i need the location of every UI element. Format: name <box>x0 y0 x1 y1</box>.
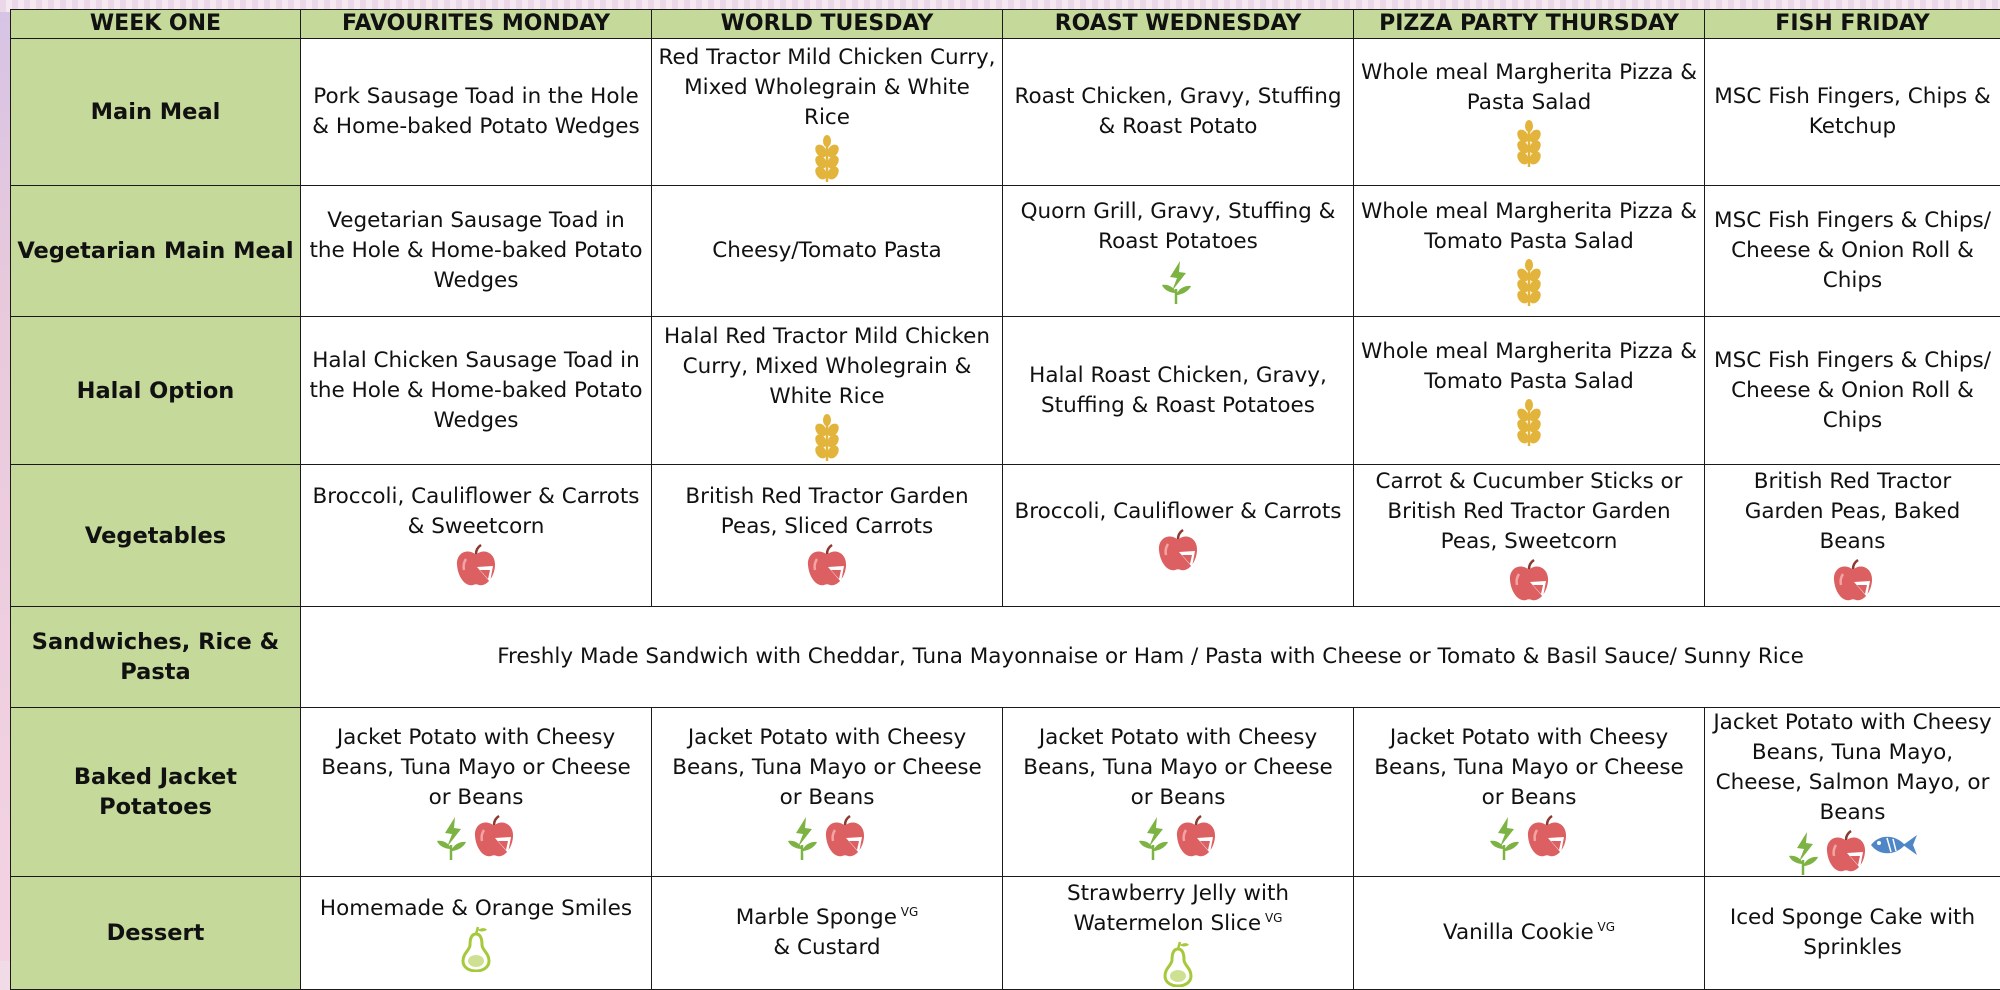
icon-group <box>1711 559 1994 605</box>
vegetables-row <box>11 465 2000 607</box>
icon-group <box>307 544 645 590</box>
plant-bolt-icon <box>435 825 471 850</box>
icon-group <box>307 815 645 861</box>
day-header-monday: FAVOURITES MONDAY <box>301 10 652 39</box>
icon-group <box>1360 559 1698 605</box>
icon-group <box>1360 259 1698 305</box>
menu-cell <box>301 708 652 877</box>
icon-group <box>658 815 996 861</box>
icon-group <box>1009 941 1347 987</box>
apple-icon <box>1173 825 1219 850</box>
dish-text: MSC Fish Fingers & Chips/ Cheese & Onion Roll & Chips <box>1714 348 1991 433</box>
menu-cell <box>1003 708 1354 877</box>
vegan-marker: VG <box>1261 911 1282 925</box>
fish-icon <box>1869 840 1919 865</box>
jacket-row <box>11 708 2000 877</box>
menu-cell <box>652 708 1003 877</box>
dish-text: Vanilla Cookie <box>1443 920 1594 945</box>
icon-group <box>307 926 645 972</box>
vegan-marker: VG <box>897 905 918 919</box>
menu-cell <box>301 186 652 317</box>
menu-cell <box>1003 186 1354 317</box>
icon-group <box>1360 120 1698 166</box>
day-header-friday: FISH FRIDAY <box>1705 10 2000 39</box>
dish-text: MSC Fish Fingers & Chips/ Cheese & Onion Roll & Chips <box>1714 208 1991 293</box>
dish-text: Red Tractor Mild Chicken Curry, Mixed Wholegrain & White Rice <box>658 45 995 130</box>
dish-text: Halal Chicken Sausage Toad in the Hole & Home-baked Potato Wedges <box>309 348 642 433</box>
day-header-thursday: PIZZA PARTY THURSDAY <box>1354 10 1705 39</box>
day-header-wednesday: ROAST WEDNESDAY <box>1003 10 1354 39</box>
menu-cell <box>301 877 652 990</box>
menu-cell <box>301 465 652 607</box>
row-label-halal: Halal Option <box>11 317 301 465</box>
dish-text: Jacket Potato with Cheesy Beans, Tuna Mayo or Cheese or Beans <box>321 725 631 810</box>
dish-text: Jacket Potato with Cheesy Beans, Tuna Mayo or Cheese or Beans <box>1374 725 1684 810</box>
icon-group <box>658 135 996 181</box>
plant-bolt-icon <box>786 825 822 850</box>
row-label-vegetables: Vegetables <box>11 465 301 607</box>
dish-text: Broccoli, Cauliflower & Carrots <box>1014 499 1341 524</box>
plant-bolt-icon <box>1160 269 1196 294</box>
wheat-icon <box>1514 409 1544 434</box>
row-label-sandwiches: Sandwiches, Rice & Pasta <box>11 607 301 708</box>
icon-group <box>1009 259 1347 305</box>
menu-cell <box>1705 708 2000 877</box>
menu-cell <box>1003 39 1354 186</box>
dish-text: Carrot & Cucumber Sticks or British Red Tractor Garden Peas, Sweetcorn <box>1376 469 1683 554</box>
dish-text: MSC Fish Fingers, Chips & Ketchup <box>1714 84 1991 139</box>
dish-text: Strawberry Jelly with Watermelon Slice <box>1067 881 1289 936</box>
menu-cell <box>652 39 1003 186</box>
apple-icon <box>1524 825 1570 850</box>
menu-cell <box>1354 708 1705 877</box>
menu-cell <box>1354 317 1705 465</box>
dish-text: Roast Chicken, Gravy, Stuffing & Roast Potato <box>1015 84 1342 139</box>
row-label-dessert: Dessert <box>11 877 301 990</box>
menu-cell <box>1003 877 1354 990</box>
apple-icon <box>471 825 517 850</box>
dish-text: Halal Red Tractor Mild Chicken Curry, Mixed Wholegrain & White Rice <box>664 324 990 409</box>
menu-cell <box>1003 317 1354 465</box>
menu-cell <box>1705 877 2000 990</box>
dish-text-extra: & Custard <box>773 935 880 960</box>
apple-icon <box>1823 840 1869 865</box>
icon-group <box>1360 399 1698 445</box>
vegan-marker: VG <box>1594 920 1615 934</box>
menu-cell <box>1705 186 2000 317</box>
apple-icon <box>1506 569 1552 594</box>
icon-group <box>1009 815 1347 861</box>
dish-text: Marble Sponge <box>736 905 897 930</box>
apple-icon <box>1830 569 1876 594</box>
sandwiches-cell: Freshly Made Sandwich with Cheddar, Tuna Mayonnaise or Ham / Pasta with Cheese or Tomato & Basil Sauce/ Sunny Rice <box>301 607 2000 708</box>
dish-text: Pork Sausage Toad in the Hole & Home-baked Potato Wedges <box>312 84 639 139</box>
row-label-jacket: Baked Jacket Potatoes <box>11 708 301 877</box>
wheat-icon <box>812 145 842 170</box>
pear-icon <box>459 936 493 961</box>
apple-icon <box>453 554 499 579</box>
vegetarian-row <box>11 186 2000 317</box>
icon-group <box>658 414 996 460</box>
dish-text: Homemade & Orange Smiles <box>320 896 632 921</box>
menu-cell <box>1354 465 1705 607</box>
menu-cell <box>301 39 652 186</box>
dish-text: Broccoli, Cauliflower & Carrots & Sweetcorn <box>312 484 639 539</box>
dish-text: Quorn Grill, Gravy, Stuffing & Roast Potatoes <box>1021 199 1336 254</box>
menu-cell <box>1354 39 1705 186</box>
dish-text: Jacket Potato with Cheesy Beans, Tuna Mayo or Cheese or Beans <box>1023 725 1333 810</box>
apple-icon <box>1155 539 1201 564</box>
plant-bolt-icon <box>1488 825 1524 850</box>
menu-cell <box>652 877 1003 990</box>
menu-cell <box>1003 465 1354 607</box>
dish-text: Whole meal Margherita Pizza & Tomato Pasta Salad <box>1361 199 1697 254</box>
pear-icon <box>1161 951 1195 976</box>
menu-table <box>10 9 2000 990</box>
icon-group <box>1711 830 1994 876</box>
menu-cell <box>652 317 1003 465</box>
menu-cell <box>1705 465 2000 607</box>
wheat-icon <box>1514 130 1544 155</box>
week-header: WEEK ONE <box>11 10 301 39</box>
halal-row <box>11 317 2000 465</box>
dessert-row <box>11 877 2000 990</box>
wheat-icon <box>812 424 842 449</box>
day-header-tuesday: WORLD TUESDAY <box>652 10 1003 39</box>
icon-group <box>1360 815 1698 861</box>
menu-cell <box>652 186 1003 317</box>
wheat-icon <box>1514 269 1544 294</box>
dish-text: Halal Roast Chicken, Gravy, Stuffing & Roast Potatoes <box>1029 363 1327 418</box>
apple-icon <box>804 554 850 579</box>
row-label-main-meal: Main Meal <box>11 39 301 186</box>
menu-cell <box>652 465 1003 607</box>
menu-cell <box>301 317 652 465</box>
icon-group <box>658 544 996 590</box>
dish-text: British Red Tractor Garden Peas, Sliced Carrots <box>685 484 968 539</box>
row-label-vegetarian: Vegetarian Main Meal <box>11 186 301 317</box>
menu-cell <box>1705 39 2000 186</box>
menu-cell <box>1705 317 2000 465</box>
sandwiches-row <box>11 607 2000 708</box>
dish-text: British Red Tractor Garden Peas, Baked Beans <box>1745 469 1961 554</box>
dish-text: Whole meal Margherita Pizza & Tomato Pasta Salad <box>1361 339 1697 394</box>
header-row <box>11 10 2000 39</box>
apple-icon <box>822 825 868 850</box>
plant-bolt-icon <box>1787 840 1823 865</box>
dish-text: Vegetarian Sausage Toad in the Hole & Home-baked Potato Wedges <box>309 208 642 293</box>
icon-group <box>1009 529 1347 575</box>
main-meal-row <box>11 39 2000 186</box>
dish-text: Cheesy/Tomato Pasta <box>712 238 941 263</box>
menu-cell <box>1354 877 1705 990</box>
dish-text: Whole meal Margherita Pizza & Pasta Salad <box>1361 60 1697 115</box>
dish-text: Jacket Potato with Cheesy Beans, Tuna Mayo, Cheese, Salmon Mayo, or Beans <box>1713 710 1991 825</box>
menu-cell <box>1354 186 1705 317</box>
plant-bolt-icon <box>1137 825 1173 850</box>
dish-text: Jacket Potato with Cheesy Beans, Tuna Mayo or Cheese or Beans <box>672 725 982 810</box>
dish-text: Iced Sponge Cake with Sprinkles <box>1730 905 1975 960</box>
